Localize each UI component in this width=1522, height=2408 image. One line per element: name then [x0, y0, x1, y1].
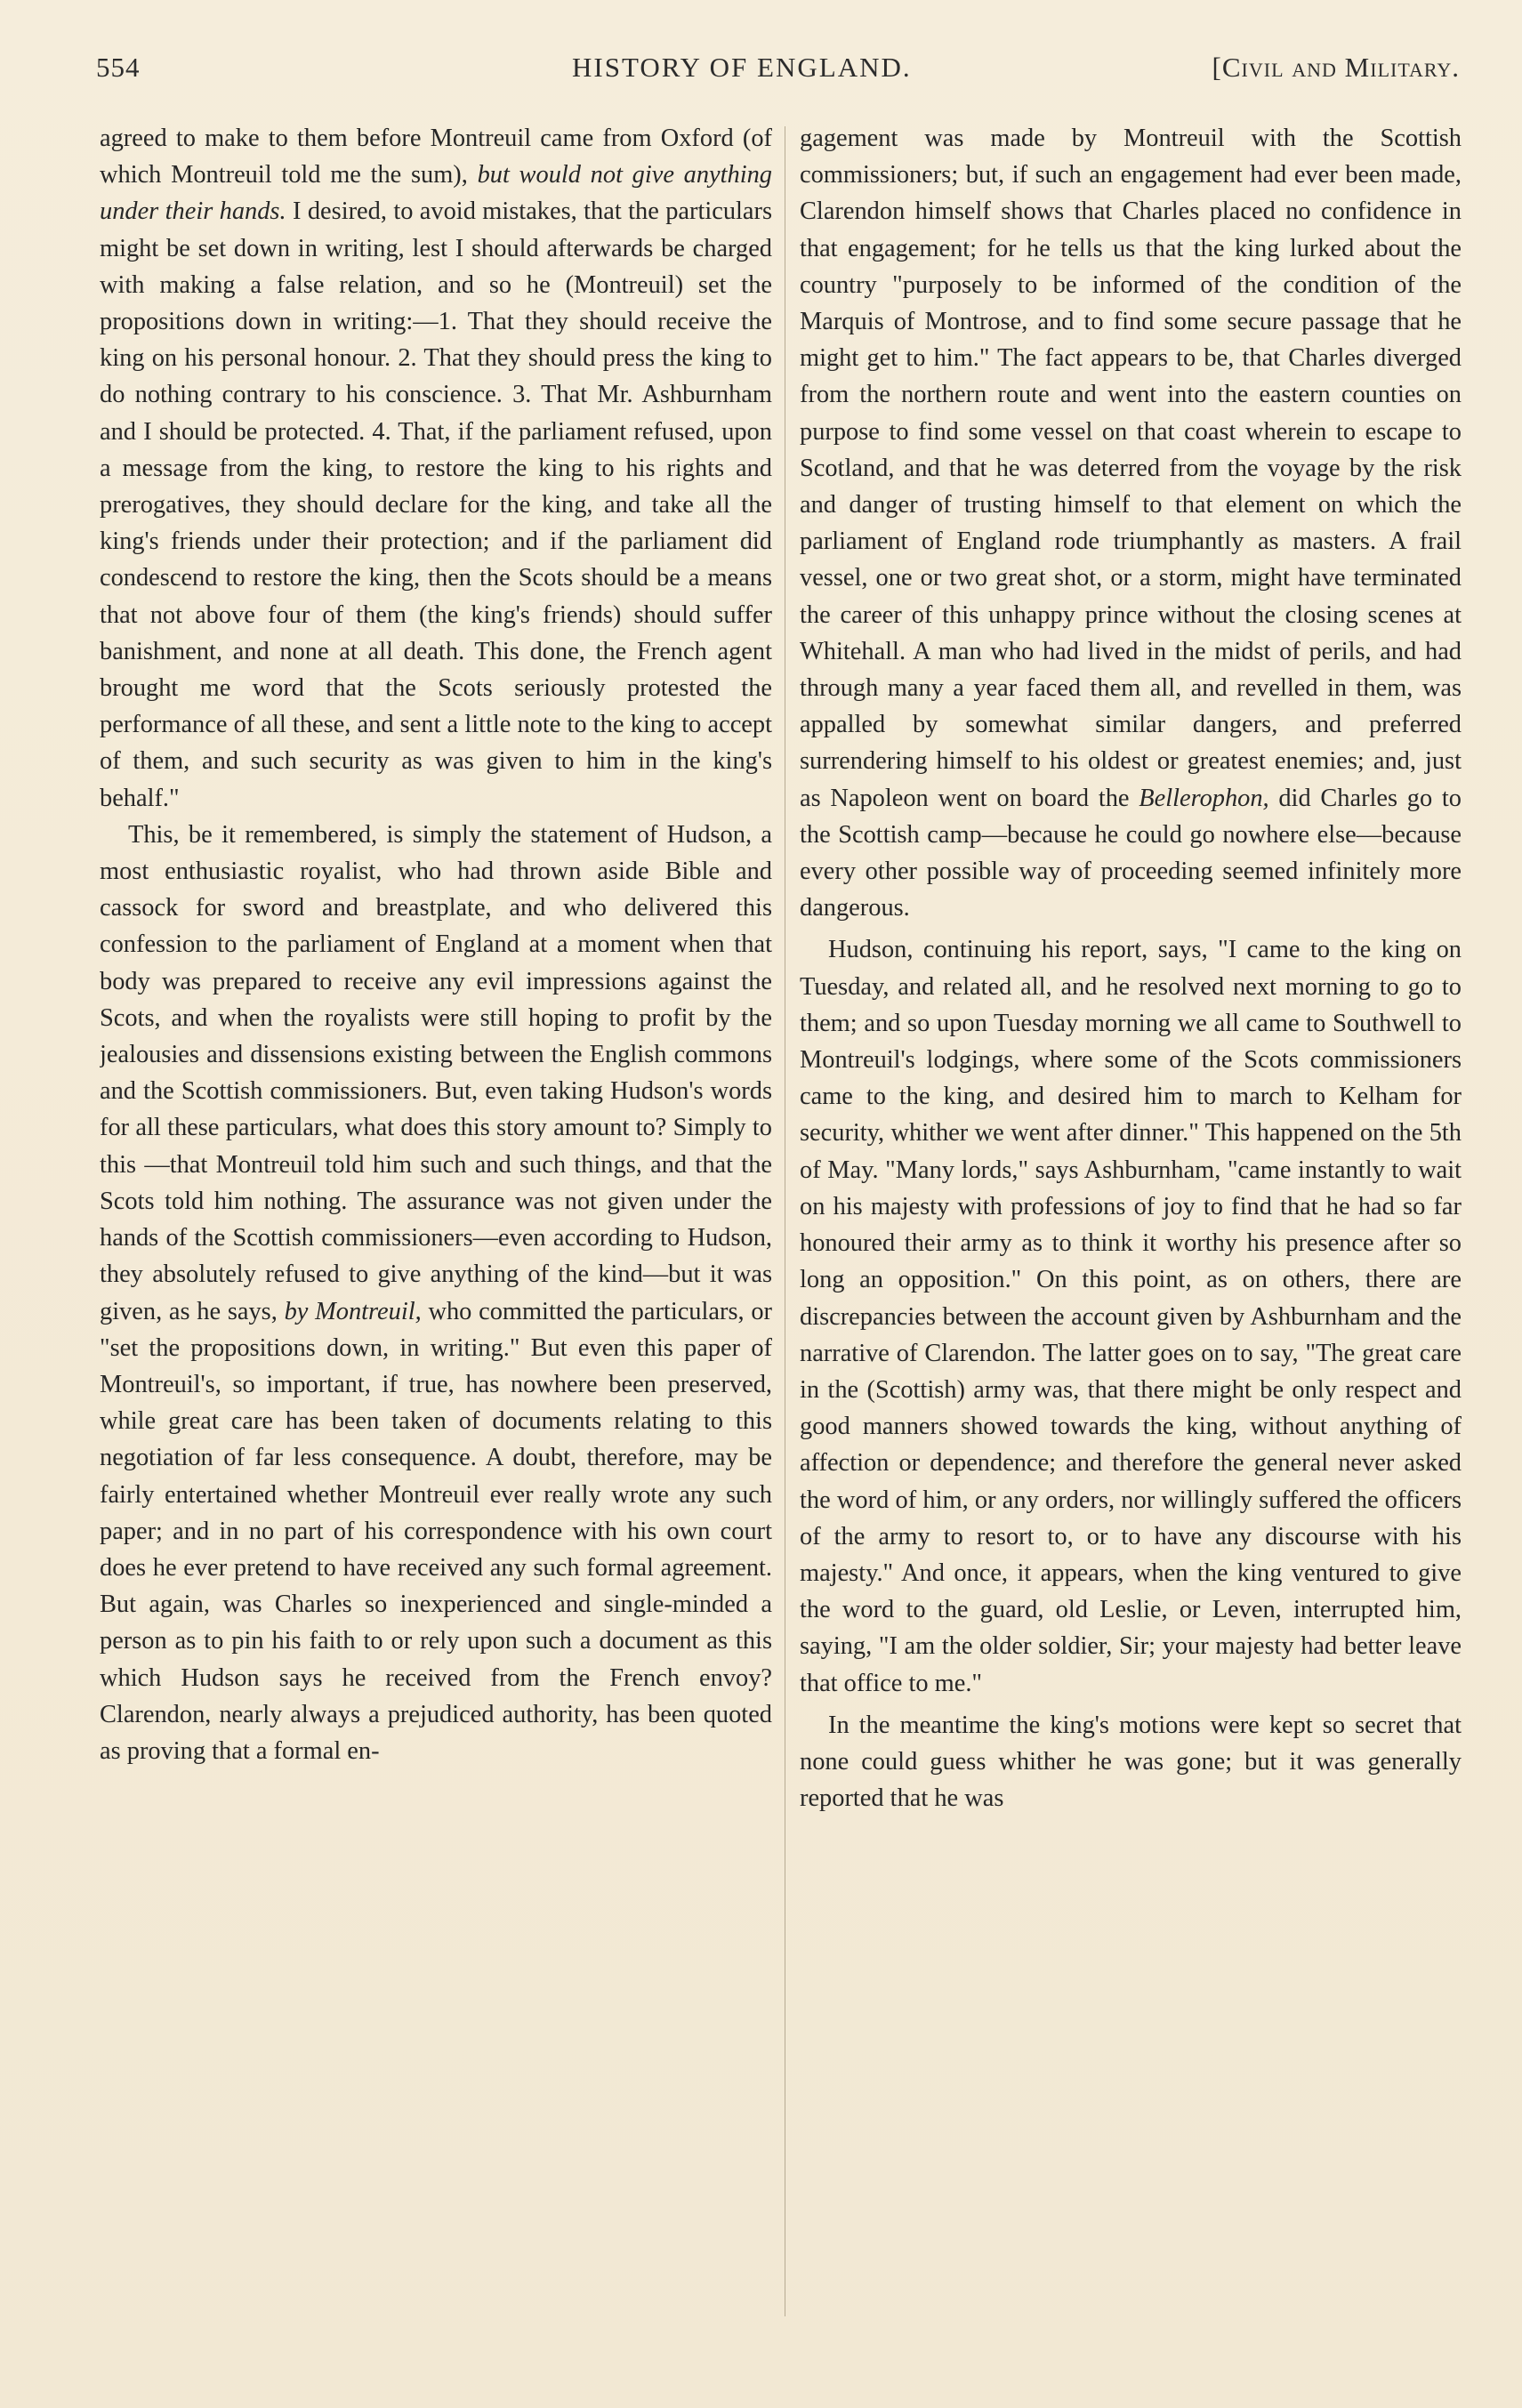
- page-number: 554: [96, 52, 141, 83]
- running-header: [96, 52, 1460, 96]
- right-column: [800, 120, 1462, 2317]
- text-run: I desired, to avoid mistakes, that the particulars might be set down in writing, lest I should afterwards be charged with making a false relation, and so he (Montreuil) set the propositions down in writing:—1. That they should receive the king on his personal honour. 2. That they should press the king to do nothing contrary to his conscience. 3. That Mr. Ashburnham and I should be protected. 4. That, if the parliament refused, upon a message from the king, to restore the king to his rights and prerogatives, they should declare for the king, and take all the king's friends under their protection; and if the parliament did condescend to restore the king, then the Scots should be a means that not above four of them (the king's friends) should suffer banishment, and none at all death. This done, the French agent brought me word that the Scots seriously protested the performance of all these, and sent a little note to the king to accept of them, and such security as was given to him in the king's behalf.": [100, 197, 772, 812]
- paragraph: [100, 120, 772, 817]
- italic-text: but would not give anything under their hands.: [100, 161, 772, 226]
- text-run: gagement was made by Montreuil with the Scottish commissioners; but, if such an engagement had ever been made, Clarendon himself shows that Charles placed no confidence in that engagement; for he tells us that the king lurked about the country "purposely to be informed of the condition of the Marquis of Montrose, and to find some secure passage that he might get to him." The fact appears to be, that Charles diverged from the northern route and went into the eastern counties on purpose to find some vessel on that coast wherein to escape to Scotland, and that he was deterred from the voyage by the risk and danger of trusting himself to that element on which the parliament of England rode triumphantly as masters. A frail vessel, one or two great shot, or a storm, might have terminated the career of this unhappy prince without the closing scenes at Whitehall. A man who had lived in the midst of perils, and had through many a year faced them all, and revelled in them, was appalled by somewhat similar dangers, and preferred surrendering himself to his oldest or greatest enemies; and, just as Napoleon went on board the: [800, 125, 1462, 812]
- left-column: [100, 120, 772, 2317]
- italic-text: by Montreuil,: [284, 1297, 422, 1325]
- text-run: did Charles go to the Scottish camp—because he could go nowhere else—because every other possible way of proceeding seemed infinitely more dangerous.: [800, 784, 1462, 922]
- paragraph: In the meantime the king's motions were kept so secret that none could guess whither he was gone; but it was generally reported that he was: [800, 1711, 1462, 1813]
- page-title: HISTORY OF ENGLAND.: [572, 52, 912, 83]
- paragraph: [800, 120, 1462, 926]
- italic-text: Bellerophon,: [1139, 784, 1269, 812]
- text-run: This, be it remembered, is simply the statement of Hudson, a most enthusiastic royalist, who had thrown aside Bible and cassock for sword and breastplate, and who delivered this confession to the parliament of England at a moment when that body was prepared to receive any evil impressions against the Scots, and when the royalists were still hoping to profit by the jealousies and dissensions existing between the English commons and the Scottish commissioners. But, even taking Hudson's words for all these particulars, what does this story amount to? Simply to this —that Montreuil told him such and such things, and that the Scots told him nothing. The assurance was not given under the hands of the Scottish commissioners—even according to Hudson, they absolutely refused to give anything of the kind—but it was given, as he says,: [100, 820, 772, 1325]
- text-run: agreed to make to them before Montreuil came from Oxford (of which Montreuil told me the sum),: [100, 125, 772, 189]
- paragraph: [100, 817, 772, 1769]
- text-run: who committed the particulars, or "set the propositions down, in writing." But even this paper of Montreuil's, so important, if true, has nowhere been preserved, while great care has been taken of documents relating to this negotiation of far less consequence. A doubt, therefore, may be fairly entertained whether Montreuil ever really wrote any such paper; and in no part of his correspondence with his own court does he ever pretend to have received any such formal agreement. But again, was Charles so inexperienced and single-minded a person as to pin his faith to or rely upon such a document as this which Hudson says he received from the French envoy? Clarendon, nearly always a prejudiced authority, has been quoted as proving that a formal en-: [100, 1297, 772, 1765]
- section-heading: [Civil and Military.: [1212, 52, 1460, 83]
- paragraph: Hudson, continuing his report, says, "I came to the king on Tuesday, and related all, and he resolved next morning to go to them; and so upon Tuesday morning we all came to Southwell to Montreuil's lodgings, where some of the Scots commissioners came to the king, and desired him to march to Kelham for security, whither we went after dinner." This happened on the 5th of May. "Many lords," says Ashburnham, "came instantly to wait on his majesty with professions of joy to find that he had so far honoured their army as to think it worthy his presence after so long an opposition." On this point, as on others, there are discrepancies between the account given by Ashburnham and the narrative of Clarendon. The latter goes on to say, "The great care in the (Scottish) army was, that there might be only respect and good manners showed towards the king, without anything of affection or dependence; and therefore the general never asked the word of him, or any orders, nor willingly suffered the officers of the army to resort to, or to have any discourse with his majesty." And once, it appears, when the king ventured to give the word to the guard, old Leslie, or Leven, interrupted him, saying, "I am the older soldier, Sir; your majesty had better leave that office to me.": [800, 936, 1462, 1697]
